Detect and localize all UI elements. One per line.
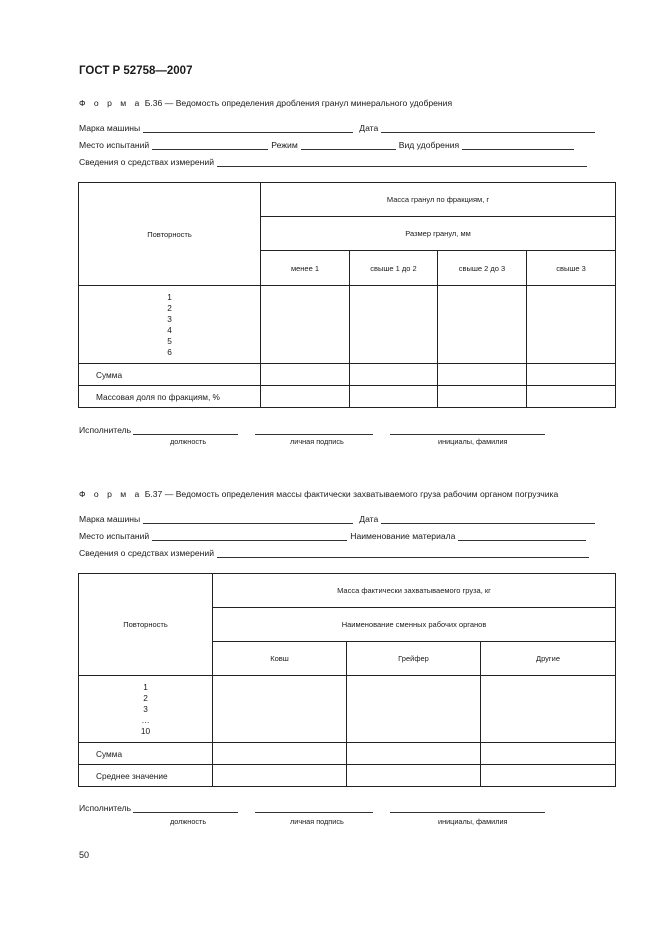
data-cell[interactable] bbox=[213, 743, 347, 765]
data-cell[interactable] bbox=[213, 676, 347, 743]
machine-label: Марка машины bbox=[79, 514, 141, 524]
field-row-place-material bbox=[79, 531, 589, 541]
form-title-text: Б.36 — Ведомость определения дробления гранул минерального удобрения bbox=[144, 98, 453, 108]
data-cell[interactable] bbox=[527, 386, 616, 408]
col-header: Ковш bbox=[213, 642, 347, 676]
date-label: Дата bbox=[359, 123, 379, 133]
signature-caption: личная подпись bbox=[290, 817, 344, 826]
col-header: Другие bbox=[481, 642, 616, 676]
data-cell[interactable] bbox=[347, 765, 481, 787]
date-label: Дата bbox=[359, 514, 379, 524]
field-row-instruments bbox=[79, 157, 590, 167]
repeat-number: 3 bbox=[167, 313, 172, 324]
position-caption: должность bbox=[170, 817, 207, 826]
repeat-number: 6 bbox=[167, 346, 172, 357]
col-header: свыше 2 до 3 bbox=[438, 251, 527, 286]
field-row-place-mode-type bbox=[79, 140, 577, 150]
instruments-blank[interactable] bbox=[217, 157, 587, 167]
repeat-number: 10 bbox=[140, 725, 151, 736]
data-cell[interactable] bbox=[347, 676, 481, 743]
signature-blank[interactable] bbox=[255, 425, 373, 435]
machine-blank[interactable] bbox=[143, 123, 353, 133]
executor-label: Исполнитель bbox=[79, 425, 132, 435]
place-label: Место испытаний bbox=[79, 140, 150, 150]
data-cell[interactable] bbox=[438, 386, 527, 408]
data-cell[interactable] bbox=[481, 743, 616, 765]
position-caption: должность bbox=[170, 437, 207, 446]
field-row-machine-date bbox=[79, 514, 598, 524]
data-cell[interactable] bbox=[481, 765, 616, 787]
repeat-header: Повторность bbox=[79, 574, 213, 676]
instruments-blank[interactable] bbox=[217, 548, 589, 558]
position-blank[interactable] bbox=[133, 803, 238, 813]
fraction-share-label: Массовая доля по фракциям, % bbox=[79, 386, 261, 408]
document-header: ГОСТ Р 52758—2007 bbox=[79, 65, 193, 77]
initials-blank[interactable] bbox=[390, 425, 545, 435]
executor-label: Исполнитель bbox=[79, 803, 132, 813]
data-cell[interactable] bbox=[527, 364, 616, 386]
mass-header: Масса гранул по фракциям, г bbox=[261, 183, 616, 217]
col-header: свыше 1 до 2 bbox=[350, 251, 438, 286]
machine-label: Марка машины bbox=[79, 123, 141, 133]
data-cell[interactable] bbox=[438, 286, 527, 364]
repeat-number: 1 bbox=[167, 291, 172, 302]
sum-label: Сумма bbox=[79, 743, 213, 765]
machine-blank[interactable] bbox=[143, 514, 353, 524]
repeat-numbers bbox=[79, 286, 261, 364]
data-cell[interactable] bbox=[527, 286, 616, 364]
form-b37-title bbox=[79, 489, 558, 499]
sum-label: Сумма bbox=[79, 364, 261, 386]
organs-header: Наименование сменных рабочих органов bbox=[213, 608, 616, 642]
repeat-number: 4 bbox=[167, 324, 172, 335]
field-row-machine-date bbox=[79, 123, 598, 133]
fert-type-label: Вид удобрения bbox=[398, 140, 460, 150]
repeat-number: 3 bbox=[143, 703, 148, 714]
data-cell[interactable] bbox=[350, 364, 438, 386]
initials-caption: инициалы, фамилия bbox=[438, 817, 508, 826]
data-cell[interactable] bbox=[481, 676, 616, 743]
date-blank[interactable] bbox=[381, 514, 595, 524]
repeat-header: Повторность bbox=[79, 183, 261, 286]
repeat-ellipsis: … bbox=[141, 714, 150, 725]
repeat-number: 2 bbox=[143, 692, 148, 703]
data-cell[interactable] bbox=[438, 364, 527, 386]
instruments-label: Сведения о средствах измерений bbox=[79, 157, 214, 167]
initials-caption: инициалы, фамилия bbox=[438, 437, 508, 446]
form-title-text: Б.37 — Ведомость определения массы фактически захватываемого груза рабочим органом погрузчика bbox=[144, 489, 559, 499]
page-number: 50 bbox=[79, 850, 90, 860]
col-header: свыше 3 bbox=[527, 251, 616, 286]
material-blank[interactable] bbox=[458, 531, 586, 541]
col-header: Грейфер bbox=[347, 642, 481, 676]
data-cell[interactable] bbox=[213, 765, 347, 787]
mode-label: Режим bbox=[271, 140, 298, 150]
form-b36-title bbox=[79, 98, 452, 108]
mode-blank[interactable] bbox=[301, 140, 396, 150]
data-cell[interactable] bbox=[350, 386, 438, 408]
data-cell[interactable] bbox=[350, 286, 438, 364]
material-label: Наименование материала bbox=[350, 531, 456, 541]
col-header: менее 1 bbox=[261, 251, 350, 286]
repeat-number: 2 bbox=[167, 302, 172, 313]
repeat-numbers bbox=[79, 676, 213, 743]
data-cell[interactable] bbox=[261, 386, 350, 408]
repeat-number: 1 bbox=[143, 681, 148, 692]
form-b36-table bbox=[78, 182, 616, 408]
data-cell[interactable] bbox=[261, 364, 350, 386]
size-header: Размер гранул, мм bbox=[261, 217, 616, 251]
instruments-label: Сведения о средствах измерений bbox=[79, 548, 214, 558]
data-cell[interactable] bbox=[347, 743, 481, 765]
place-blank[interactable] bbox=[152, 531, 347, 541]
position-blank[interactable] bbox=[133, 425, 238, 435]
form-b37-signature-row bbox=[79, 803, 545, 813]
form-label: Ф о р м а bbox=[79, 98, 143, 108]
signature-caption: личная подпись bbox=[290, 437, 344, 446]
place-label: Место испытаний bbox=[79, 531, 150, 541]
field-row-instruments bbox=[79, 548, 592, 558]
form-b37-table bbox=[78, 573, 616, 787]
place-blank[interactable] bbox=[152, 140, 268, 150]
fert-type-blank[interactable] bbox=[462, 140, 574, 150]
form-label: Ф о р м а bbox=[79, 489, 143, 499]
form-b36-signature-row bbox=[79, 425, 545, 435]
signature-blank[interactable] bbox=[255, 803, 373, 813]
average-label: Среднее значение bbox=[79, 765, 213, 787]
repeat-number: 5 bbox=[167, 335, 172, 346]
date-blank[interactable] bbox=[381, 123, 595, 133]
initials-blank[interactable] bbox=[390, 803, 545, 813]
mass-header: Масса фактически захватываемого груза, кг bbox=[213, 574, 616, 608]
data-cell[interactable] bbox=[261, 286, 350, 364]
